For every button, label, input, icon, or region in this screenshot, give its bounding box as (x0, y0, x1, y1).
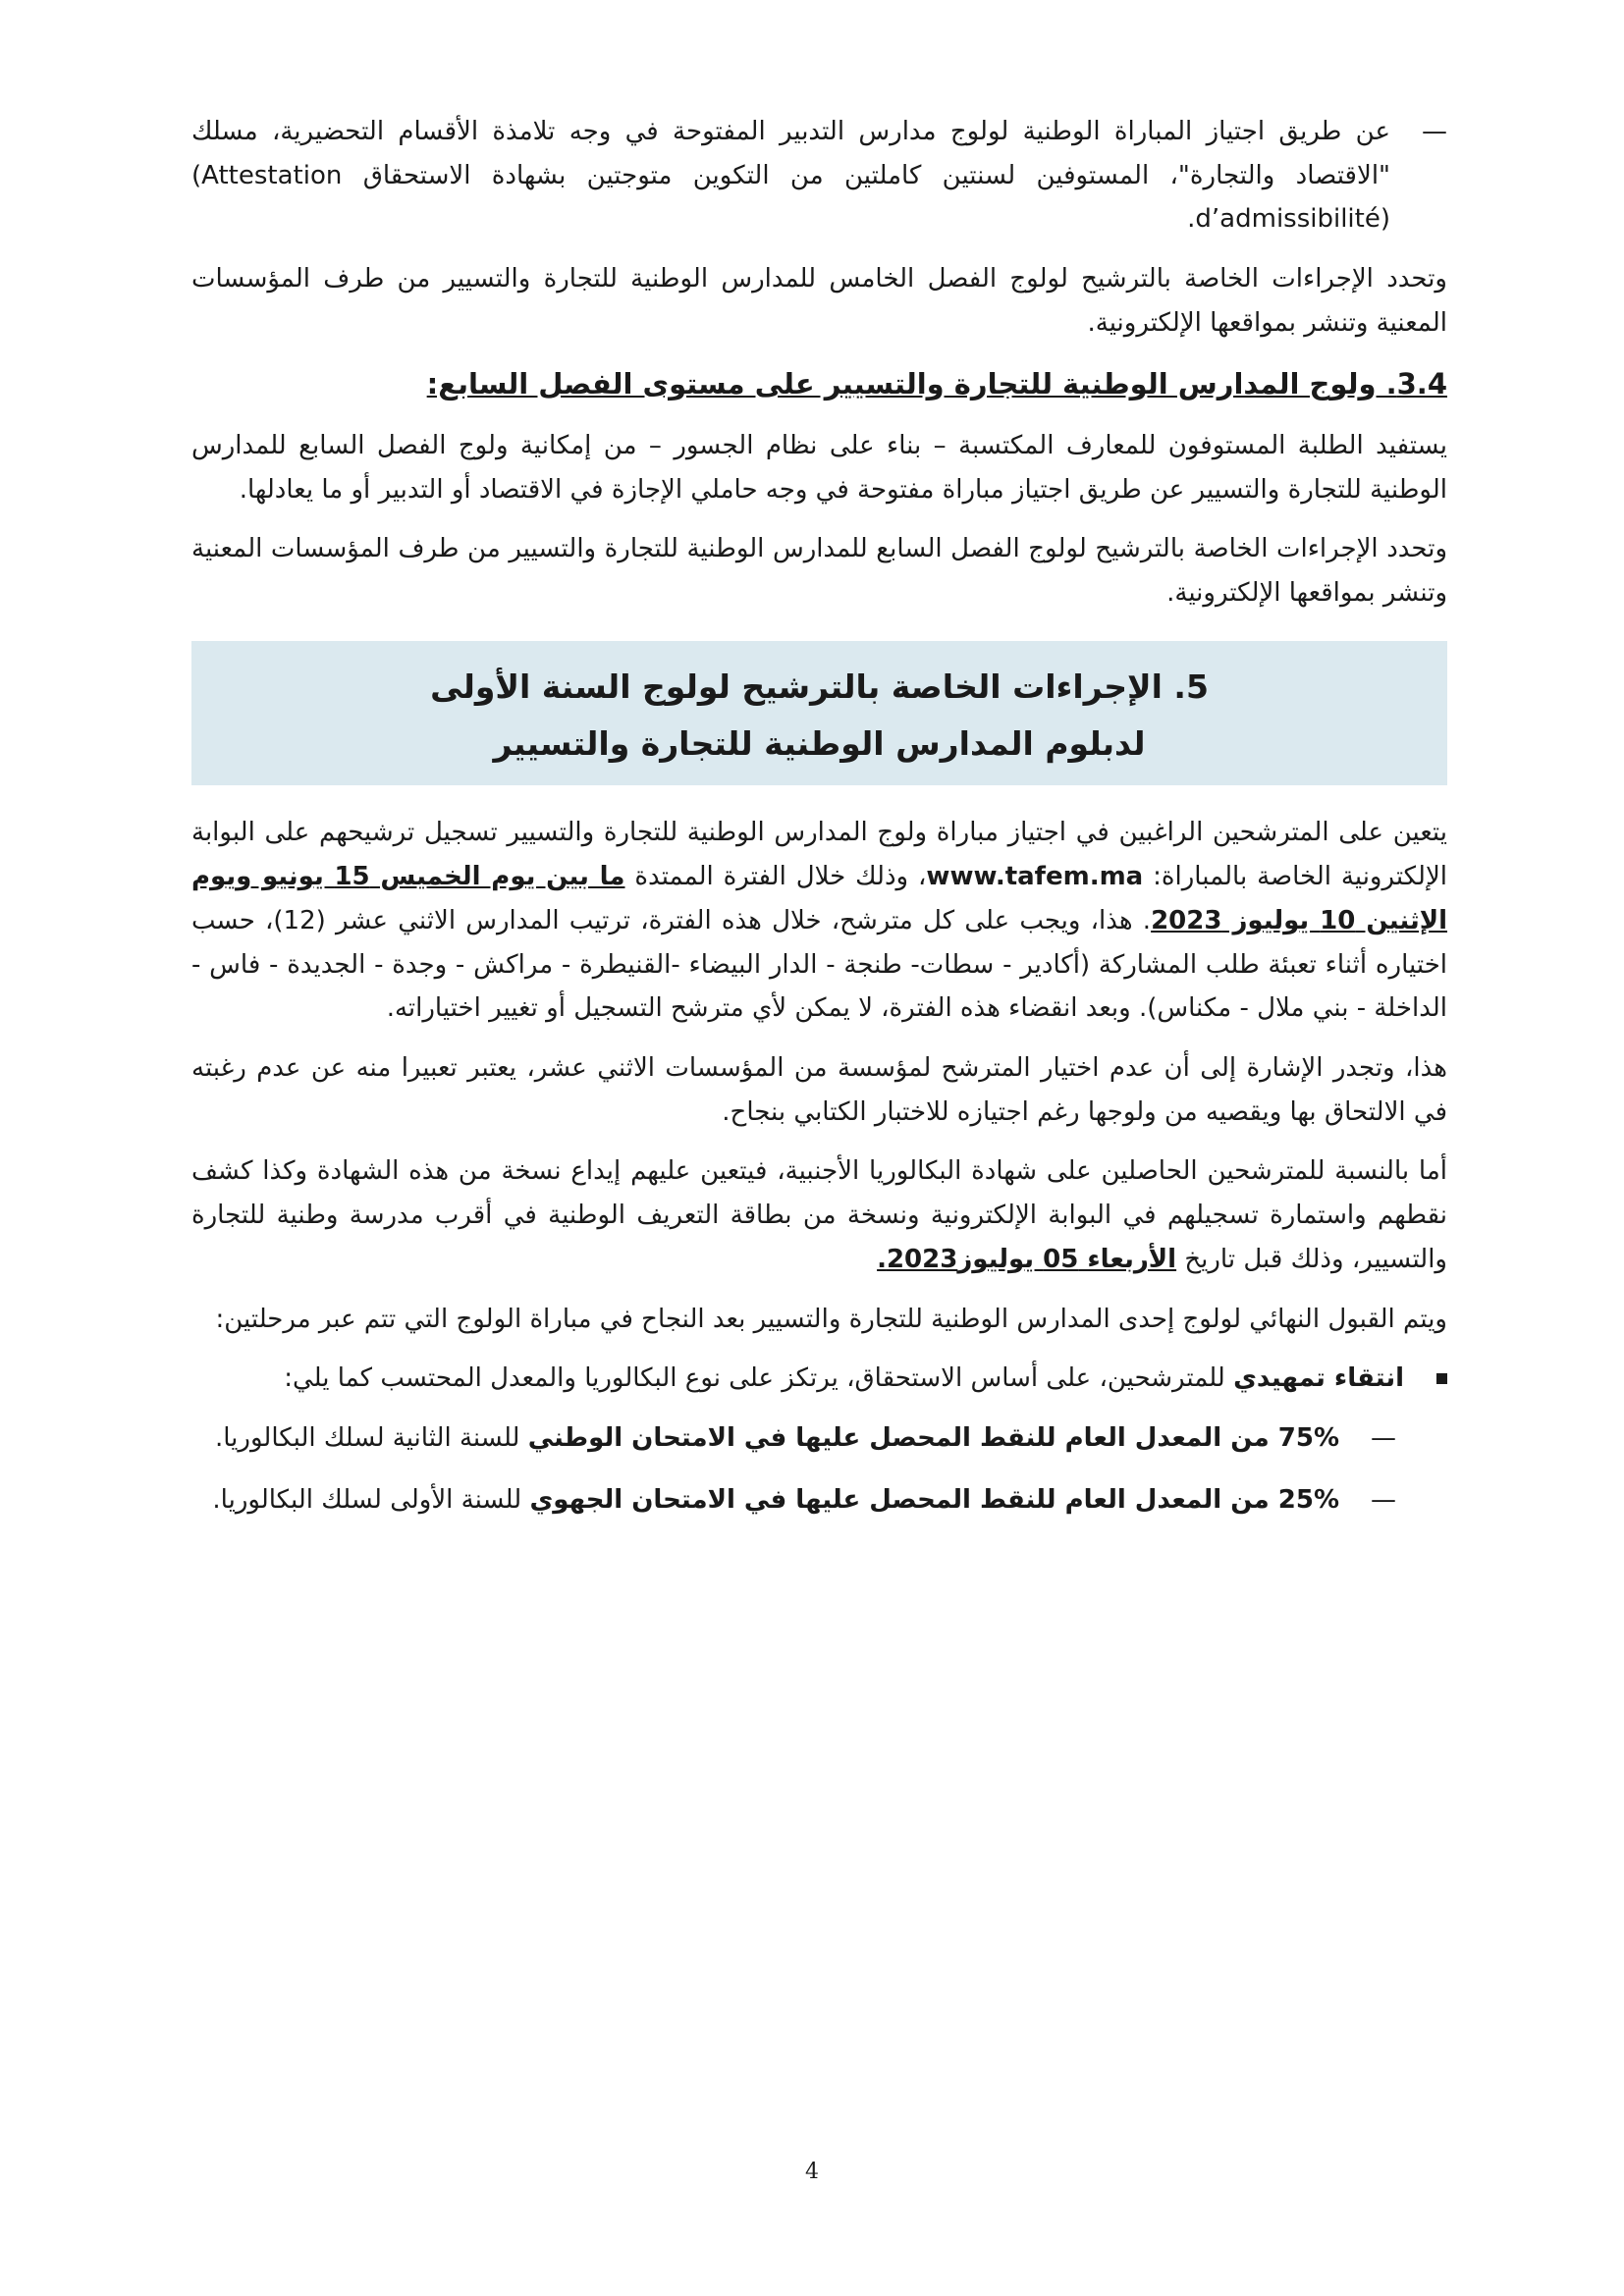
sub-item-2-bold: 25% من المعدل العام للنقط المحصل عليها في الامتحان الجهوي (529, 1484, 1339, 1515)
section-5-title-line-1: 5. الإجراءات الخاصة بالترشيح لولوج السنة الأولى (430, 667, 1209, 706)
page-number: 4 (805, 2160, 819, 2184)
website-link[interactable]: www.tafem.ma (926, 862, 1144, 892)
intro-dash-item: — عن طريق اجتياز المباراة الوطنية لولوج مدارس التدبير المفتوحة في وجه تلامذة الأقسام التحضيرية، مسلك "الاقتصاد والتجارة"، المستوفين لسنتين كاملتين من التكوين متوجتين بشهادة الاستحقاق (Attestation d’admissibilité). (191, 110, 1447, 241)
sub-item-2-rest: للسنة الأولى لسلك البكالوريا. (212, 1484, 530, 1515)
section-3-4-paragraph-1: يستفيد الطلبة المستوفون للمعارف المكتسبة – بناء على نظام الجسور – من إمكانية ولوج الفصل السابع للمدارس الوطنية للتجارة والتسيير عن طريق اجتياز مباراة مفتوحة في وجه حاملي الإجازة في الاقتصاد أو التدبير أو ما يعادلها. (191, 430, 1447, 505)
sub-item-1-rest: للسنة الثانية لسلك البكالوريا. (215, 1422, 528, 1453)
section-5-title-box (191, 641, 1447, 786)
bullet-preselection (191, 1357, 1447, 1401)
bullet-rest: للمترشحين، على أساس الاستحقاق، يرتكز على نوع البكالوريا والمعدل المحتسب كما يلي: (284, 1363, 1234, 1394)
sub-item-national-exam (191, 1416, 1447, 1461)
document-content (191, 110, 1447, 1522)
foreign-bac-deadline: الأربعاء 05 يوليوز2023. (877, 1244, 1177, 1274)
section-5-paragraph-1 (191, 811, 1447, 1031)
section-5-paragraph-3 (191, 1149, 1447, 1281)
p1-part-2: ، وذلك خلال الفترة الممتدة (624, 862, 927, 892)
section-5-paragraph-2: هذا، وتجدر الإشارة إلى أن عدم اختيار المترشح لمؤسسة من المؤسسات الاثني عشر، يعتبر تعبيرا منه عن عدم رغبته في الالتحاق بها ويقصيه من ولوجها رغم اجتيازه للاختبار الكتابي بنجاح. (191, 1052, 1447, 1127)
sub-item-regional-exam (191, 1478, 1447, 1522)
section-3-4-heading: 3.4. ولوج المدارس الوطنية للتجارة والتسيير على مستوى الفصل السابع: (426, 366, 1447, 400)
section-5-paragraph-4: ويتم القبول النهائي لولوج إحدى المدارس الوطنية للتجارة والتسيير بعد النجاح في مباراة الولوج التي تتم عبر مرحلتين: (215, 1304, 1447, 1334)
intro-dash-latin: (Attestation d’admissibilité) (191, 160, 1390, 235)
intro-dash-text: عن طريق اجتياز المباراة الوطنية لولوج مدارس التدبير المفتوحة في وجه تلامذة الأقسام التحضيرية، مسلك "الاقتصاد والتجارة"، المستوفين لسنتين كاملتين من التكوين متوجتين بشهادة الاستحقاق (191, 117, 1391, 190)
bullet-bold: انتقاء تمهيدي (1233, 1363, 1404, 1394)
p1-part-1: يتعين على المترشحين الراغبين في اجتياز مباراة ولوج المدارس الوطنية للتجارة والتسيير تسجيل ترشيحهم على البوابة الإلكترونية الخاصة بالمباراة: (191, 818, 1448, 892)
section-3-4-paragraph-2: وتحدد الإجراءات الخاصة بالترشيح لولوج الفصل السابع للمدارس الوطنية للتجارة والتسيير من طرف المؤسسات المعنية وتنشر بمواقعها الإلكترونية. (191, 534, 1447, 609)
registration-dates: ما بين يوم الخميس 15 يونيو ويوم الإثنين 10 يوليوز 2023 (191, 862, 1447, 935)
section-5-title-line-2: لدبلوم المدارس الوطنية للتجارة والتسيير (493, 723, 1146, 763)
intro-paragraph: وتحدد الإجراءات الخاصة بالترشيح لولوج الفصل الخامس للمدارس الوطنية للتجارة والتسيير من طرف المؤسسات المعنية وتنشر بمواقعها الإلكترونية. (191, 264, 1447, 338)
p3-part-1: أما بالنسبة للمترشحين الحاصلين على شهادة البكالوريا الأجنبية، فيتعين عليهم إيداع نسخة من هذه الشهادة وكذا كشف نقطهم واستمارة تسجيلهم في البوابة الإلكترونية ونسخة من بطاقة التعريف الوطنية في أقرب مدرسة وطنية للتجارة والتسيير، وذلك قبل تاريخ (191, 1156, 1447, 1274)
p1-part-3: . هذا، ويجب على كل مترشح، خلال هذه الفترة، ترتيب المدارس الاثني عشر (12)، حسب اختياره أثناء تعبئة طلب المشاركة (أكادير - سطات- طنجة - الدار البيضاء -القنيطرة - مراكش - وجدة - الجديدة - فاس - الداخلة - بني ملال - مكناس). وبعد انقضاء هذه الفترة، لا يمكن لأي مترشح التسجيل أو تغيير اختياراته. (191, 905, 1447, 1024)
sub-item-1-bold: 75% من المعدل العام للنقط المحصل عليها في الامتحان الوطني (527, 1422, 1339, 1453)
